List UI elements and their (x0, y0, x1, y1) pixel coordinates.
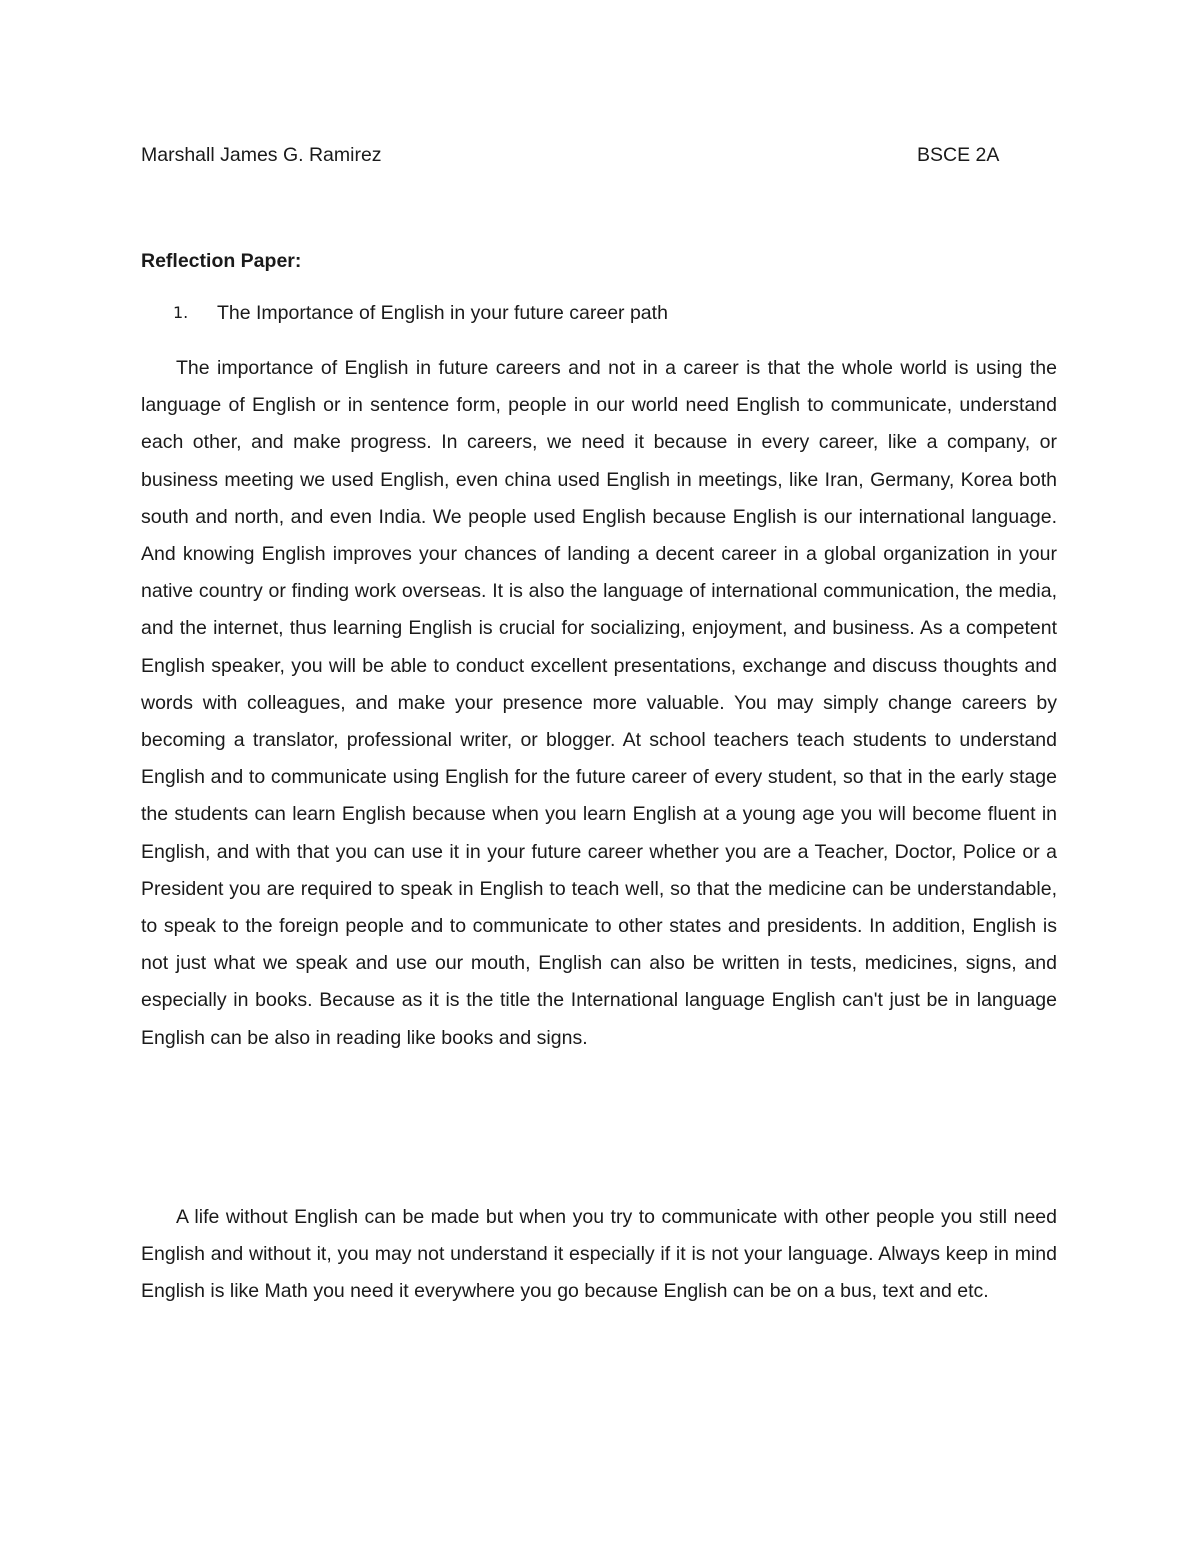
author-name: Marshall James G. Ramirez (141, 144, 382, 166)
body-paragraph-2: A life without English can be made but when you try to communicate with other people you still need English and without it, you may not understand it especially if it is not your language. Always keep in mind English is like Math you need it everywhere you go because English can be on a bus, text and etc. (141, 1206, 1057, 1303)
paper-title: Reflection Paper: (141, 250, 302, 272)
header-row (141, 140, 1009, 170)
body-paragraph-1: The importance of English in future careers and not in a career is that the whole world is using the language of English or in sentence form, people in our world need English to communicate, understand each other, and make progress. In careers, we need it because in every career, like a company, or business meeting we used English, even china used English in meetings, like Iran, Germany, Korea both south and north, and even India. We people used English because English is our international language. And knowing English improves your chances of landing a decent career in a global organization in your native country or finding work overseas. It is also the language of international communication, the media, and the internet, thus learning English is crucial for socializing, enjoyment, and business. As a competent English speaker, you will be able to conduct excellent presentations, exchange and discuss thoughts and words with colleagues, and make your presence more valuable. You may simply change careers by becoming a translator, professional writer, or blogger. At school teachers teach students to understand English and to communicate using English for the future career of every student, so that in the early stage the students can learn English because when you learn English at a young age you will become fluent in English, and with that you can use it in your future career whether you are a Teacher, Doctor, Police or a President you are required to speak in English to teach well, so that the medicine can be understandable, to speak to the foreign people and to communicate to other states and presidents. In addition, English is not just what we speak and use our mouth, English can also be written in tests, medicines, signs, and especially in books. Because as it is the title the International language English can't just be in language English can be also in reading like books and signs. (141, 357, 1057, 1049)
question-number: 1. (173, 303, 189, 322)
course-section: BSCE 2A (917, 144, 1000, 166)
question-text: The Importance of English in your future career path (217, 302, 668, 324)
